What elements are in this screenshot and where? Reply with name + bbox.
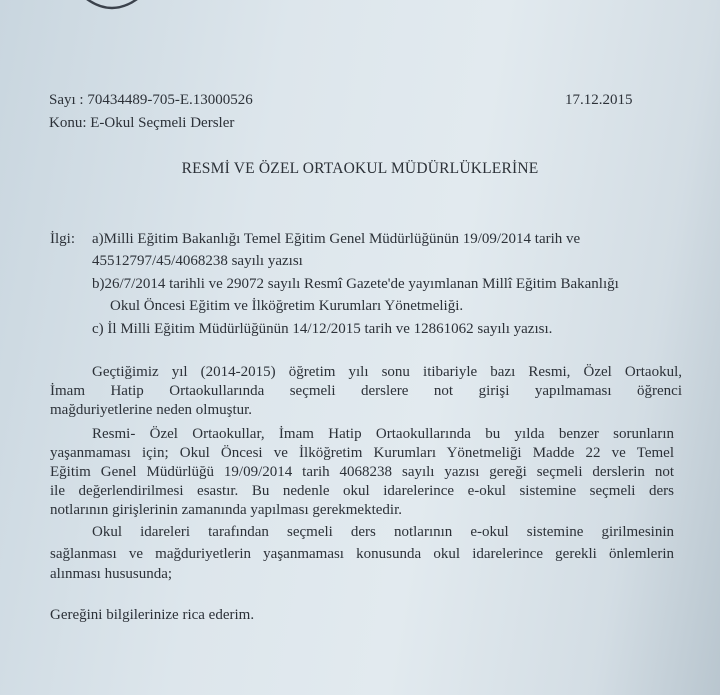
document-subject: Konu: E-Okul Seçmeli Dersler <box>49 115 235 131</box>
reference-c: c) İl Milli Eğitim Müdürlüğünün 14/12/2015 tarih ve 12861062 sayılı yazısı. <box>92 321 553 337</box>
reference-b-line2: Okul Öncesi Eğitim ve İlköğretim Kurumları Yönetmeliği. <box>110 298 464 314</box>
closing-sentence: Gereğini bilgilerinize rica ederim. <box>50 607 255 623</box>
reference-a-line2: 45512797/45/4068238 sayılı yazısı <box>92 253 303 269</box>
document-date: 17.12.2015 <box>565 92 633 108</box>
document-number: Sayı : 70434489-705-E.13000526 <box>49 92 253 108</box>
paragraph-3-line1: Okul idareleri tarafından seçmeli ders notlarının e-okul sistemine girilmesinin <box>92 524 674 540</box>
reference-b-line1: b)26/7/2014 tarihli ve 29072 sayılı Resmî Gazete'de yayımlanan Millî Eğitim Bakanlığı <box>92 276 619 292</box>
ilgi-label: İlgi: <box>50 231 75 247</box>
reference-a-line1: a)Milli Eğitim Bakanlığı Temel Eğitim Genel Müdürlüğünün 19/09/2014 tarih ve <box>92 231 581 247</box>
paragraph-3-line3: alınması hususunda; <box>50 566 173 582</box>
paragraph-2-line5: notlarının girişlerinin zamanında yapılması gerekmektedir. <box>50 502 402 518</box>
paragraph-2-line4: ile değerlendirilmesi esastır. Bu nedenle okul idarelerince e-okul sistemine seçmeli ders <box>50 483 674 499</box>
paragraph-2-line3: Eğitim Genel Müdürlüğü 19/09/2014 tarih 4068238 sayılı yazısı gereği seçmeli derslerin not <box>50 464 674 480</box>
paragraph-1-line2: İmam Hatip Ortaokullarında seçmeli derslere not girişi yapılmaması öğrenci <box>50 383 682 399</box>
paragraph-2-line2: yaşanmaması için; Okul Öncesi ve İlköğretim Kurumları Yönetmeliği Madde 22 ve Temel <box>50 445 674 461</box>
document-title: RESMİ VE ÖZEL ORTAOKUL MÜDÜRLÜKLERİNE <box>181 160 539 177</box>
ministry-seal-icon <box>62 0 162 26</box>
paragraph-1-line3: mağduriyetlerine neden olmuştur. <box>50 402 253 418</box>
paragraph-1-line1: Geçtiğimiz yıl (2014-2015) öğretim yılı sonu itibariyle bazı Resmi, Özel Ortaokul, <box>92 364 682 380</box>
paragraph-3-line2: sağlanması ve mağduriyetlerin yaşanmaması konusunda okul idarelerince gerekli önlemlerin <box>50 546 674 562</box>
paragraph-2-line1: Resmi- Özel Ortaokullar, İmam Hatip Ortaokullarında bu yılda benzer sorunların <box>92 426 674 442</box>
